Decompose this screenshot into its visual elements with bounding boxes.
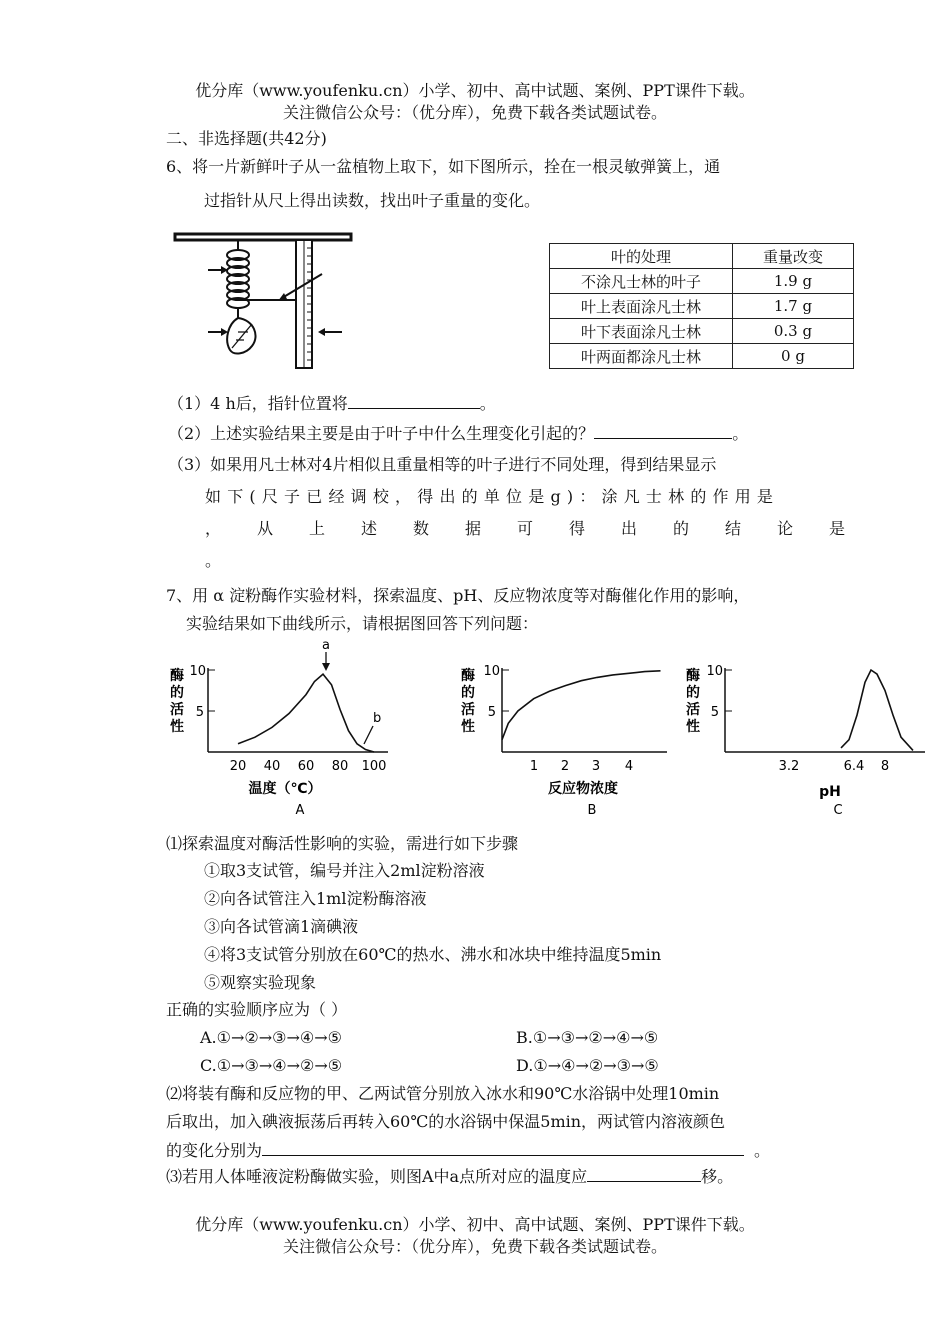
chart-c-ylabel-2: 的	[686, 685, 700, 701]
table-row	[550, 319, 854, 344]
header-line-2: 关注微信公众号：（优分库），免费下载各类试题试卷。	[282, 103, 667, 122]
option-a[interactable]: A.①→②→③→④→⑤	[200, 1028, 342, 1047]
q7-sub3-text: ⑶若用人体唾液淀粉酶做实验，则图A中a点所对应的温度应	[166, 1167, 588, 1186]
chart-c-ylabel-1: 酶	[686, 668, 700, 684]
step-item: ⑤观察实验现象	[204, 973, 317, 992]
x-tick-label: 100	[361, 759, 387, 774]
step-item: ②向各试管注入1ml淀粉酶溶液	[204, 889, 427, 908]
table-cell: 叶下表面涂凡士林	[550, 319, 733, 344]
q6-sub2-text: （2）上述实验结果主要是由于叶子中什么生理变化引起的？	[168, 424, 595, 443]
chart-a-temperature	[160, 628, 410, 828]
leaf-treatment-table	[549, 243, 854, 369]
x-tick-label: 1	[529, 759, 539, 774]
step-item: ③向各试管滴1滴碘液	[204, 917, 359, 936]
x-tick-label: 20	[229, 759, 247, 774]
table-cell: 1.9 g	[733, 269, 854, 294]
q7-sub2-line-3	[166, 1139, 770, 1162]
chart-a-ylabel-1: 酶	[170, 668, 184, 684]
q7-sub2-line-2: 后取出，加入碘液振荡后再转入60℃的水浴锅中保温5min，两试管内溶液颜色	[166, 1112, 726, 1131]
q6-stem-line-1: 6、将一片新鲜叶子从一盆植物上取下，如下图所示，拴在一根灵敏弹簧上，通	[166, 157, 721, 176]
arrow-head-icon	[322, 663, 330, 671]
y-tick-label: 5	[710, 705, 719, 720]
table-row	[550, 269, 854, 294]
top-beam	[175, 234, 351, 240]
q6-sub1-end: 。	[479, 394, 496, 413]
table-header-cell: 重量改变	[733, 244, 854, 269]
q7-sub2-end: 。	[754, 1141, 771, 1160]
answer-blank[interactable]	[594, 422, 732, 439]
chart-c-caption: C	[833, 803, 843, 818]
q7-stem-line-2: 实验结果如下曲线所示，请根据图回答下列问题：	[186, 614, 539, 633]
q6-sub2	[168, 422, 748, 445]
table-cell: 0.3 g	[733, 319, 854, 344]
answer-blank[interactable]	[348, 392, 480, 409]
table-cell: 叶上表面涂凡士林	[550, 294, 733, 319]
series-line	[238, 674, 374, 752]
table-row	[550, 344, 854, 369]
chart-a-ylabel-3: 活	[170, 702, 184, 718]
q6-sub1-text: （1）4 h后，指针位置将	[168, 394, 348, 413]
table-cell: 1.7 g	[733, 294, 854, 319]
chart-a-ylabel-4: 性	[170, 719, 184, 735]
option-d[interactable]: D.①→④→②→③→⑤	[516, 1056, 659, 1075]
chart-c-ylabel-3: 活	[686, 702, 700, 718]
x-tick-label: 3.2	[778, 759, 800, 774]
chart-b-xlabel: 反应物浓度	[548, 781, 618, 797]
chart-b-ylabel-2: 的	[461, 685, 475, 701]
step-item: ①取3支试管，编号并注入2ml淀粉溶液	[204, 861, 485, 880]
x-tick-label: 6.4	[843, 759, 865, 774]
q7-sub2-text: 的变化分别为	[166, 1141, 263, 1160]
series-line	[502, 671, 661, 740]
arrow-ruler-icon	[318, 328, 342, 336]
x-tick-label: 3	[591, 759, 601, 774]
footer-line-1: 优分库（www.youfenku.cn）小学、初中、高中试题、案例、PPT课件下载。	[195, 1215, 755, 1234]
x-tick-label: 60	[297, 759, 315, 774]
table-row	[550, 294, 854, 319]
chart-b-ylabel-3: 活	[461, 702, 475, 718]
table-cell: 0 g	[733, 344, 854, 369]
table-header-cell: 叶的处理	[550, 244, 733, 269]
ruler	[296, 240, 312, 368]
option-c[interactable]: C.①→③→④→②→⑤	[200, 1056, 343, 1075]
table-cell: 不涂凡士林的叶子	[550, 269, 733, 294]
x-tick-label: 80	[331, 759, 349, 774]
chart-c-xlabel: pH	[819, 784, 841, 800]
q7-stem-line-1: 7、用 α 淀粉酶作实验材料，探索温度、pH、反应物浓度等对酶催化作用的影响，	[166, 586, 750, 605]
step-item: ④将3支试管分别放在60℃的热水、沸水和冰块中维持温度5min	[204, 945, 662, 964]
option-b[interactable]: B.①→③→②→④→⑤	[516, 1028, 659, 1047]
x-tick-label: 2	[560, 759, 570, 774]
y-tick-label: 10	[483, 664, 500, 679]
y-tick-label: 5	[487, 705, 496, 720]
q7-sub3	[166, 1165, 733, 1188]
x-tick-label: 40	[263, 759, 281, 774]
order-question: 正确的实验顺序应为（ ）	[166, 1000, 348, 1019]
series-line	[841, 670, 913, 750]
q6-sub3-line-4: 。	[205, 551, 222, 570]
spring-apparatus-diagram	[168, 228, 358, 378]
chart-b-caption: B	[587, 803, 597, 818]
q6-sub2-end: 。	[732, 424, 749, 443]
annotation-b: b	[373, 711, 382, 726]
footer-line-2: 关注微信公众号：（优分库），免费下载各类试题试卷。	[282, 1237, 667, 1256]
pointer-line	[364, 726, 373, 744]
y-tick-label: 5	[195, 705, 204, 720]
table-cell: 叶两面都涂凡士林	[550, 344, 733, 369]
chart-a-xlabel: 温度（℃）	[248, 781, 322, 797]
q6-sub3-line-3: ，从上述数据可得出的结论是	[205, 519, 882, 538]
table-header-row	[550, 244, 854, 269]
y-tick-label: 10	[706, 664, 723, 679]
answer-blank[interactable]	[587, 1165, 701, 1182]
leaf-icon	[227, 318, 255, 353]
x-tick-label: 4	[624, 759, 634, 774]
q7-sub2-line-1: ⑵将装有酶和反应物的甲、乙两试管分别放入冰水和90℃水浴锅中处理10min	[166, 1084, 720, 1103]
header-line-1: 优分库（www.youfenku.cn）小学、初中、高中试题、案例、PPT课件下载。	[195, 81, 755, 100]
chart-b-ylabel-1: 酶	[461, 668, 475, 684]
q6-stem-line-2: 过指针从尺上得出读数，找出叶子重量的变化。	[204, 191, 541, 210]
x-tick-label: 8	[880, 759, 890, 774]
chart-a-caption: A	[295, 803, 305, 818]
chart-a-ylabel-2: 的	[170, 685, 184, 701]
q7-sub3-end: 移。	[701, 1167, 734, 1186]
answer-blank[interactable]	[262, 1139, 744, 1156]
arrow-spring-icon	[208, 266, 228, 274]
chart-b-ylabel-4: 性	[461, 719, 475, 735]
y-tick-label: 10	[189, 664, 206, 679]
q6-sub1	[168, 392, 496, 415]
chart-b-concentration	[455, 628, 675, 828]
q6-sub3-line-1: （3）如果用凡士林对4片相似且重量相等的叶子进行不同处理，得到结果显示	[168, 455, 717, 474]
chart-c-ph	[680, 628, 930, 828]
chart-c-ylabel-4: 性	[686, 719, 700, 735]
q7-sub1-title: ⑴探索温度对酶活性影响的实验，需进行如下步骤	[166, 834, 519, 853]
q6-sub3-line-2: 如下(尺子已经调校，得出的单位是g)：涂凡士林的作用是	[205, 487, 780, 506]
annotation-a: a	[322, 638, 330, 653]
arrow-leaf-icon	[208, 328, 228, 336]
section-title: 二、非选择题(共42分)	[166, 129, 327, 148]
